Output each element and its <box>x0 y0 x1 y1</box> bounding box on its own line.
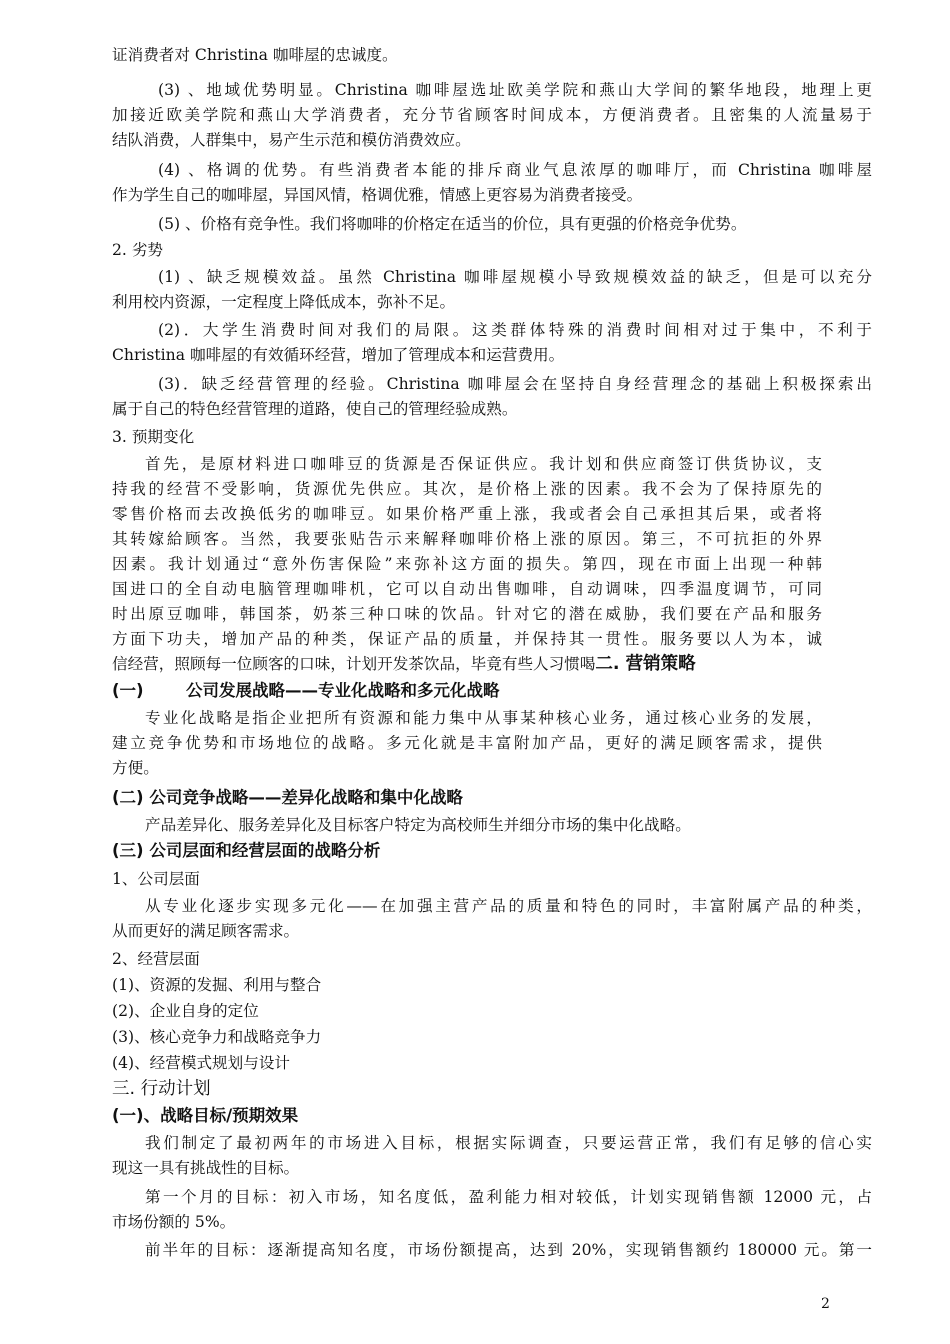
text-line: 国进口的全自动电脑管理咖啡机，它可以自动出售咖啡，自动调味，四季温度调节，可同 <box>112 580 822 598</box>
text-line: (3)．缺乏经营管理的经验。Christina 咖啡屋会在坚持自身经营理念的基础上积极探索出 <box>158 375 872 393</box>
section-heading: 2. 劣势 <box>112 241 164 259</box>
text-line: 从专业化逐步实现多元化——在加强主营产品的质量和特色的同时，丰富附属产品的种类， <box>145 897 872 915</box>
text-line: 持我的经营不受影响，货源优先供应。其次，是价格上涨的因素。我不会为了保持原先的 <box>112 480 822 498</box>
subheading-index: (一) <box>112 681 144 700</box>
heading-action-plan: 三. 行动计划 <box>112 1079 211 1099</box>
text-line: 结队消费，人群集中，易产生示范和模仿消费效应。 <box>112 131 471 149</box>
text-line: 零售价格而去改换低劣的咖啡豆。如果价格严重上涨，我或者会自己承担其后果，或者将 <box>112 505 822 523</box>
text-line: 我们制定了最初两年的市场进入目标，根据实际调查，只要运营正常，我们有足够的信心实 <box>145 1134 872 1152</box>
text-line: 从而更好的满足顾客需求。 <box>112 922 300 940</box>
text-line: (4) 、格调的优势。有些消费者本能的排斥商业气息浓厚的咖啡厅，而 Christina 咖啡屋 <box>158 161 872 179</box>
text-line: 专业化战略是指企业把所有资源和能力集中从事某种核心业务，通过核心业务的发展， <box>145 709 822 727</box>
subheading-strategy-analysis: (三) 公司层面和经营层面的战略分析 <box>112 841 381 860</box>
text-line: 作为学生自己的咖啡屋，异国风情，格调优雅，情感上更容易为消费者接受。 <box>112 186 643 204</box>
subheading-development-strategy: 公司发展战略——专业化战略和多元化战略 <box>186 681 500 700</box>
text-line: 证消费者对 Christina 咖啡屋的忠诚度。 <box>112 46 398 64</box>
list-item: (3)、核心竞争力和战略竞争力 <box>112 1028 322 1046</box>
text-line: 因素。我计划通过“意外伤害保险”来弥补这方面的损失。第四，现在市面上出现一种韩 <box>112 555 822 573</box>
text-line: 现这一具有挑战性的目标。 <box>112 1159 300 1177</box>
text-line: (5) 、价格有竞争性。我们将咖啡的价格定在适当的价位，具有更强的价格竞争优势。 <box>158 215 747 233</box>
text-line: (3) 、地域优势明显。Christina 咖啡屋选址欧美学院和燕山大学间的繁华地段，地理上更 <box>158 81 872 99</box>
list-item: (2)、企业自身的定位 <box>112 1002 259 1020</box>
text-line <box>112 652 696 676</box>
text-line: 其转嫁給顾客。当然，我要张贴告示来解释咖啡价格上涨的原因。第三，不可抗拒的外界 <box>112 530 822 548</box>
text-line: 第一个月的目标：初入市场，知名度低，盈利能力相对较低，计划实现销售额 12000 元，占 <box>145 1188 872 1206</box>
text-line: 利用校内资源，一定程度上降低成本，弥补不足。 <box>112 293 456 311</box>
text-line: 前半年的目标：逐渐提高知名度，市场份额提高，达到 20%，实现销售额约 180000 元。第一 <box>145 1241 872 1259</box>
text-line: 方面下功夫，增加产品的种类，保证产品的质量，并保持其一贯性。服务要以人为本，诚 <box>112 630 822 648</box>
heading-marketing-strategy: 二. 营销策略 <box>595 654 696 674</box>
text-line: 首先，是原材料进口咖啡豆的货源是否保证供应。我计划和供应商签订供货协议，支 <box>145 455 822 473</box>
section-heading: 3. 预期变化 <box>112 428 195 446</box>
text-line: 1、公司层面 <box>112 870 200 888</box>
page-number: 2 <box>821 1296 830 1312</box>
text-run: 信经营，照顾每一位顾客的口味，计划开发茶饮品，毕竟有些人习惯喝 <box>112 655 596 673</box>
text-line: (1) 、缺乏规模效益。虽然 Christina 咖啡屋规模小导致规模效益的缺乏，但是可以充分 <box>158 268 872 286</box>
text-line: 2、经营层面 <box>112 950 200 968</box>
text-line: 属于自己的特色经营管理的道路，使自己的管理经验成熟。 <box>112 400 518 418</box>
list-item: (4)、经营模式规划与设计 <box>112 1054 291 1072</box>
text-line: 建立竞争优势和市场地位的战略。多元化就是丰富附加产品，更好的满足顾客需求，提供 <box>112 734 822 752</box>
text-line: (2)．大学生消费时间对我们的局限。这类群体特殊的消费时间相对过于集中，不利于 <box>158 321 872 339</box>
text-line: 方便。 <box>112 759 159 777</box>
subheading-competition-strategy: (二) 公司竞争战略——差异化战略和集中化战略 <box>112 788 463 807</box>
text-line: 加接近欧美学院和燕山大学消费者，充分节省顾客时间成本，方便消费者。且密集的人流量易于 <box>112 106 872 124</box>
text-line: 时出原豆咖啡，韩国茶，奶茶三种口味的饮品。针对它的潜在威胁，我们要在产品和服务 <box>112 605 822 623</box>
text-line: Christina 咖啡屋的有效循环经营，增加了管理成本和运营费用。 <box>112 346 565 364</box>
text-line: 产品差异化、服务差异化及目标客户特定为高校师生并细分市场的集中化战略。 <box>145 816 691 834</box>
text-line: 市场份额的 5%。 <box>112 1213 236 1231</box>
list-item: (1)、资源的发掘、利用与整合 <box>112 976 322 994</box>
subheading-strategic-goals: (一)、战略目标/预期效果 <box>112 1106 299 1125</box>
